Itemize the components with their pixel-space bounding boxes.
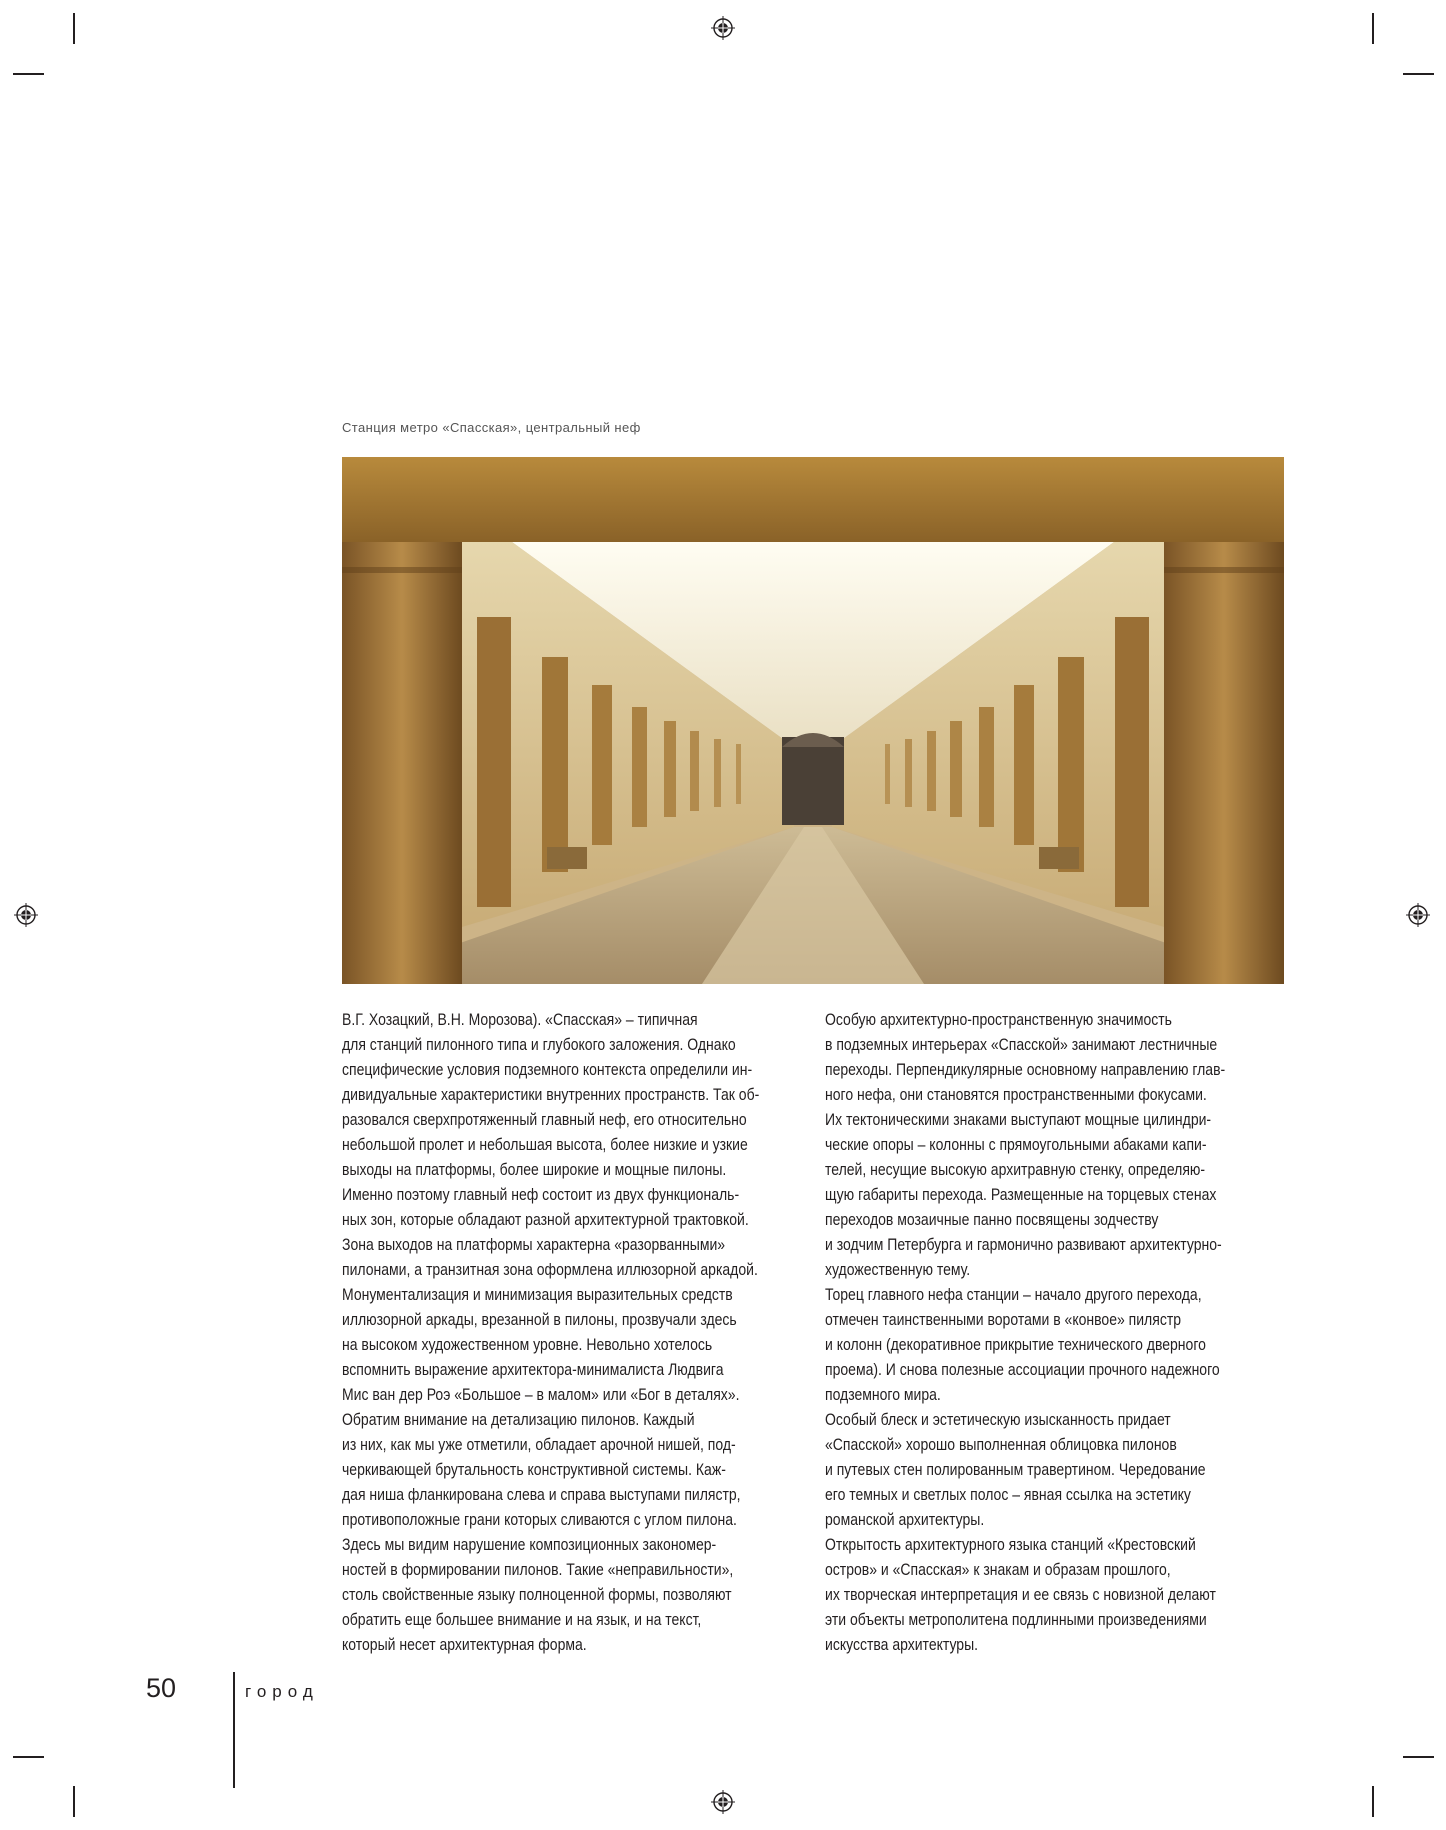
text-line: специфические условия подземного контекста определили ин- <box>342 1061 753 1079</box>
text-line: для станций пилонного типа и глубокого заложения. Однако <box>342 1036 736 1054</box>
metro-station-photo <box>342 457 1284 984</box>
text-line: дивидуальные характеристики внутренних пространств. Так об- <box>342 1086 760 1104</box>
text-line: их творческая интерпретация и ее связь с новизной делают <box>825 1586 1216 1604</box>
crop-mark-icon <box>1403 1756 1434 1758</box>
text-line: щую габариты перехода. Размещенные на торцевых стенах <box>825 1186 1217 1204</box>
registration-mark-icon <box>711 1790 735 1814</box>
text-line: ного нефа, они становятся пространственными фокусами. <box>825 1086 1207 1104</box>
text-line: дая ниша фланкирована слева и справа выступами пилястр, <box>342 1486 741 1504</box>
text-line: обратить еще большее внимание и на язык, и на текст, <box>342 1611 702 1629</box>
text-line: небольшой пролет и небольшая высота, более низкие и узкие <box>342 1136 748 1154</box>
text-line: «Спасской» хорошо выполненная облицовка пилонов <box>825 1436 1177 1454</box>
crop-mark-icon <box>1403 73 1434 75</box>
crop-mark-icon <box>13 73 44 75</box>
page-number: 50 <box>146 1673 177 1703</box>
text-line: ческие опоры – колонны с прямоугольными абаками капи- <box>825 1136 1207 1154</box>
text-line: Именно поэтому главный неф состоит из двух функциональ- <box>342 1186 740 1204</box>
text-line: Здесь мы видим нарушение композиционных закономер- <box>342 1536 717 1554</box>
text-line: и путевых стен полированным травертином. Чередование <box>825 1461 1206 1479</box>
text-line: отмечен таинственными воротами в «конвое» пилястр <box>825 1311 1182 1329</box>
text-line: Мис ван дер Роэ «Большое – в малом» или «Бог в деталях». <box>342 1386 740 1404</box>
text-column-right <box>825 1008 1226 1658</box>
crop-mark-icon <box>1372 1786 1374 1817</box>
text-line: который несет архитектурная форма. <box>342 1636 587 1654</box>
text-line: и колонн (декоративное прикрытие технического дверного <box>825 1336 1206 1354</box>
text-line: на высоком художественном уровне. Невольно хотелось <box>342 1336 713 1354</box>
text-line: переходов мозаичные панно посвящены зодчеству <box>825 1211 1159 1229</box>
text-line: подземного мира. <box>825 1386 941 1404</box>
text-line: Зона выходов на платформы характерна «разорванными» <box>342 1236 726 1254</box>
photo-caption: Станция метро «Спасская», центральный неф <box>342 420 641 435</box>
crop-mark-icon <box>1372 13 1374 44</box>
text-line: романской архитектуры. <box>825 1511 985 1529</box>
text-line: противоположные грани которых сливаются с углом пилона. <box>342 1511 737 1529</box>
text-line: его темных и светлых полос – явная ссылка на эстетику <box>825 1486 1191 1504</box>
text-line: и зодчим Петербурга и гармонично развивают архитектурно- <box>825 1236 1222 1254</box>
text-line: из них, как мы уже отметили, обладает арочной нишей, под- <box>342 1436 736 1454</box>
crop-mark-icon <box>73 1786 75 1817</box>
text-line: выходы на платформы, более широкие и мощные пилоны. <box>342 1161 727 1179</box>
text-line: остров» и «Спасская» к знакам и образам прошлого, <box>825 1561 1171 1579</box>
text-line: столь свойственные языку полноценной формы, позволяют <box>342 1586 732 1604</box>
registration-mark-icon <box>14 903 38 927</box>
text-line: телей, несущие высокую архитравную стенку, определяю- <box>825 1161 1206 1179</box>
text-line: ных зон, которые обладают разной архитектурной трактовкой. <box>342 1211 749 1229</box>
text-line: Открытость архитектурного языка станций «Крестовский <box>825 1536 1196 1554</box>
text-line: Особую архитектурно-пространственную значимость <box>825 1011 1172 1029</box>
text-line: искусства архитектуры. <box>825 1636 979 1654</box>
registration-mark-icon <box>1406 903 1430 927</box>
text-line: ностей в формировании пилонов. Такие «неправильности», <box>342 1561 734 1579</box>
text-line: разовался сверхпротяженный главный неф, его относительно <box>342 1111 747 1129</box>
text-line: художественную тему. <box>825 1261 971 1279</box>
text-line: в подземных интерьерах «Спасской» занимают лестничные <box>825 1036 1218 1054</box>
text-line: Особый блеск и эстетическую изысканность придает <box>825 1411 1171 1429</box>
text-line: иллюзорной аркады, врезанной в пилоны, прозвучали здесь <box>342 1311 737 1329</box>
crop-mark-icon <box>13 1756 44 1758</box>
text-line: переходы. Перпендикулярные основному направлению глав- <box>825 1061 1226 1079</box>
crop-mark-icon <box>73 13 75 44</box>
text-line: эти объекты метрополитена подлинными произведениями <box>825 1611 1207 1629</box>
text-line: Их тектоническими знаками выступают мощные цилиндри- <box>825 1111 1212 1129</box>
text-line: черкивающей брутальность конструктивной системы. Каж- <box>342 1461 726 1479</box>
text-line: вспомнить выражение архитектора-минималиста Людвига <box>342 1361 724 1379</box>
text-column-left <box>342 1008 760 1658</box>
section-title: город <box>245 1682 319 1701</box>
text-line: проема). И снова полезные ассоциации прочного надежного <box>825 1361 1220 1379</box>
text-line: Торец главного нефа станции – начало другого перехода, <box>825 1286 1202 1304</box>
text-line: пилонами, а транзитная зона оформлена иллюзорной аркадой. <box>342 1261 758 1279</box>
text-line: Обратим внимание на детализацию пилонов. Каждый <box>342 1411 695 1429</box>
text-line: В.Г. Хозацкий, В.Н. Морозова). «Спасская» – типичная <box>342 1011 698 1029</box>
text-line: Монументализация и минимизация выразительных средств <box>342 1286 733 1304</box>
registration-mark-icon <box>711 16 735 40</box>
footer-divider <box>233 1672 235 1788</box>
